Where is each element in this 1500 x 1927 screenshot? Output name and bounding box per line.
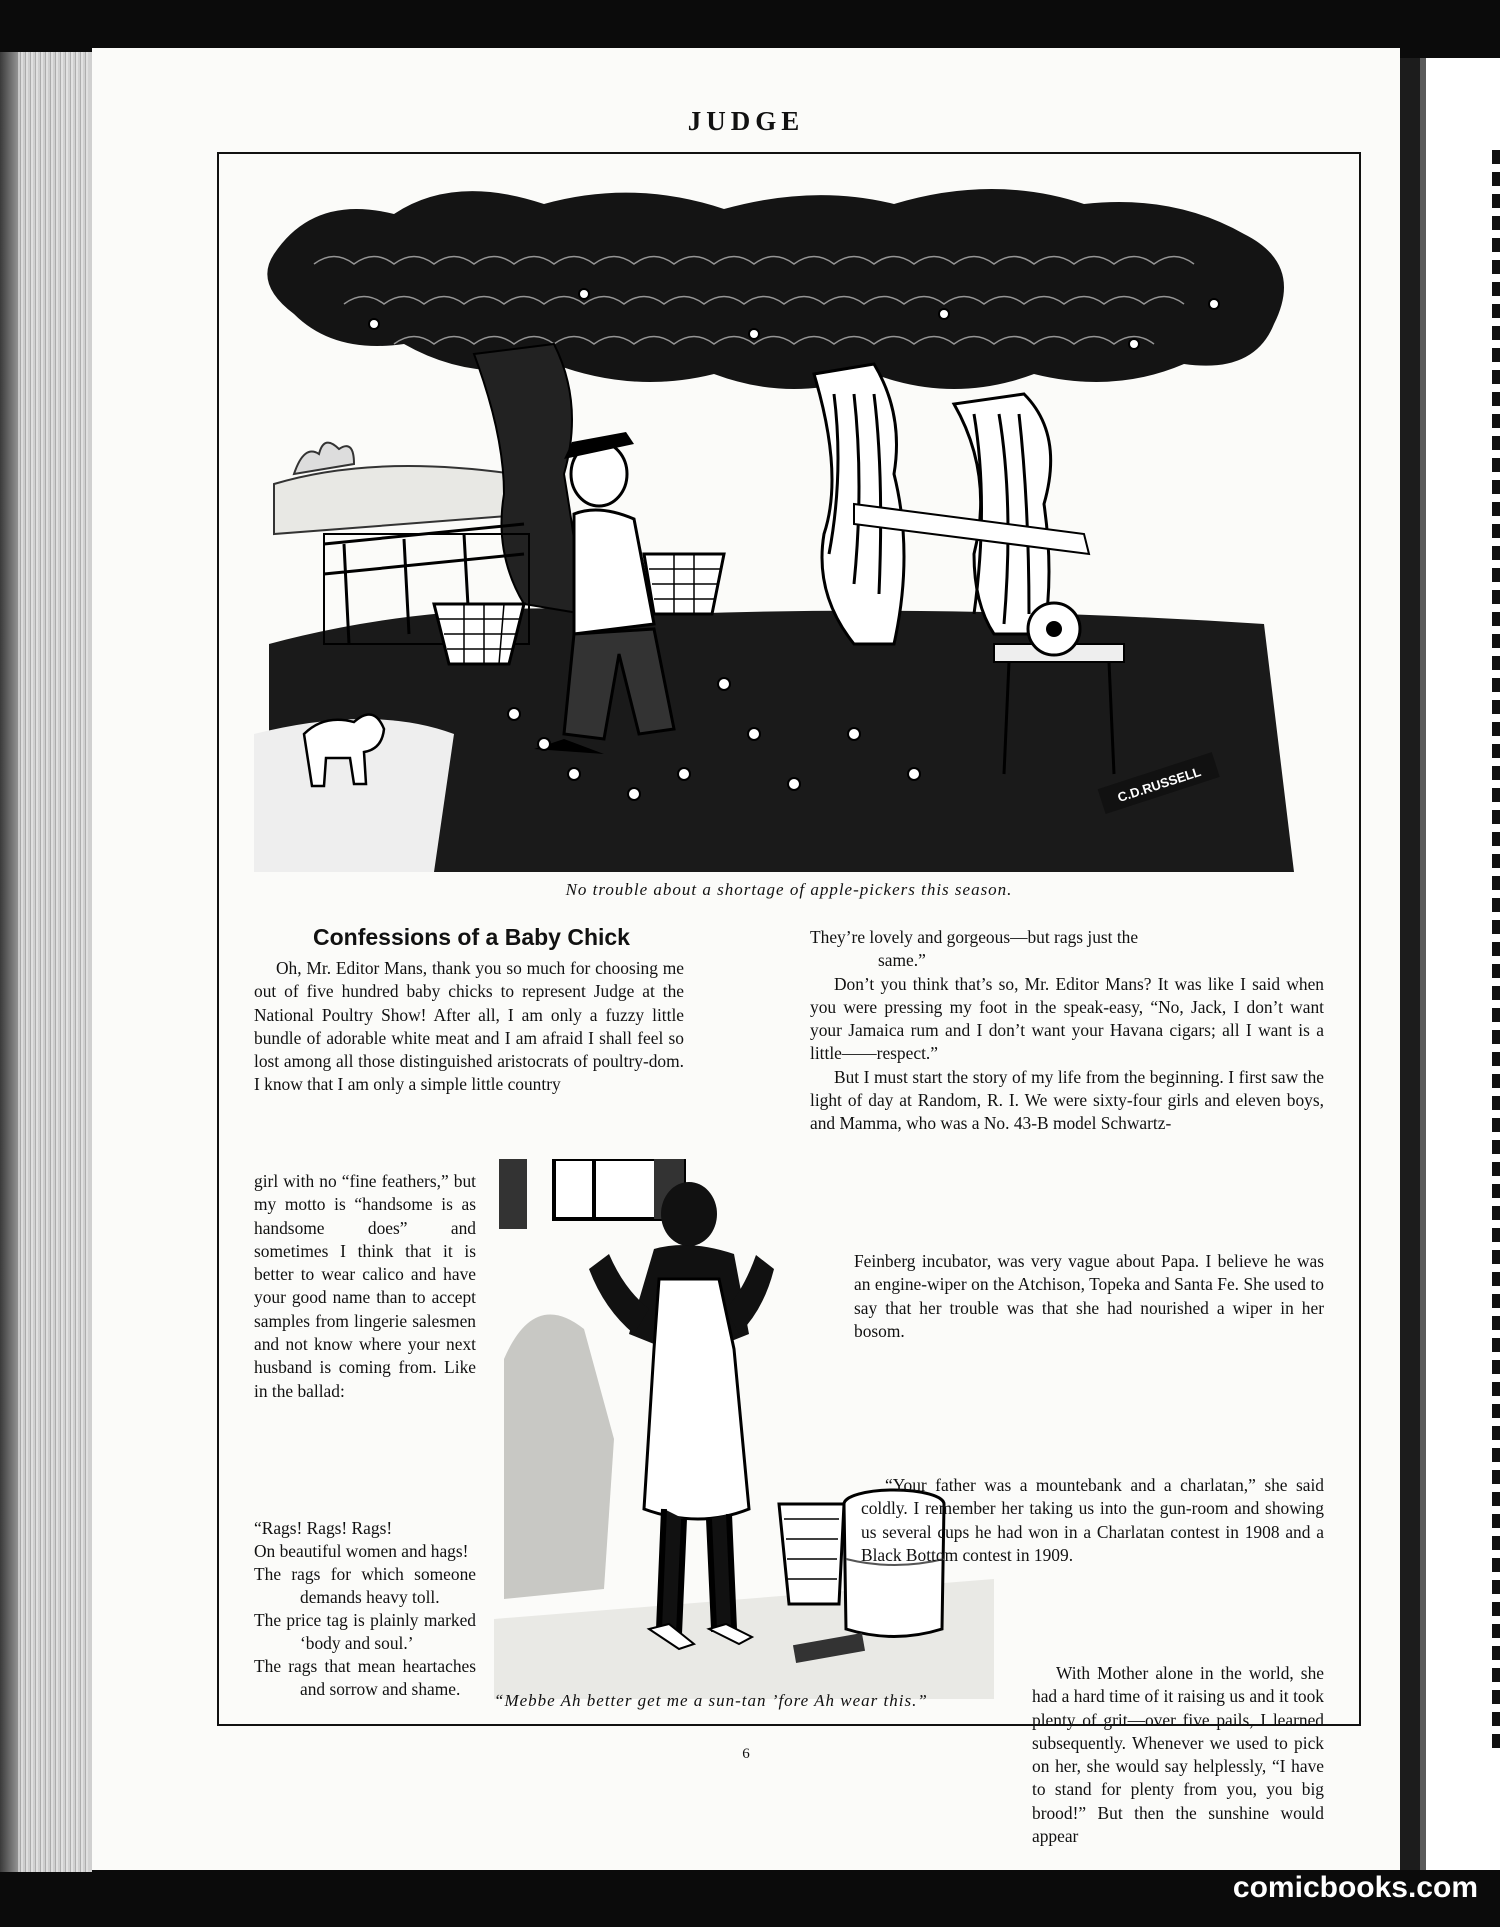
- page-edges-left: [18, 52, 88, 1872]
- paragraph: Don’t you think that’s so, Mr. Editor Mans? It was like I said when you were pressing my foot in the speak-easy, “No, Jack, I don’t want your Jamaica rum and I don’t want your Havana cigars; all I want is a little——respect.”: [810, 973, 1324, 1064]
- ballad-verse: [254, 1517, 476, 1701]
- apple-picker-cartoon: [254, 174, 1314, 872]
- page-edges-right: [1492, 148, 1500, 1748]
- paragraph: same.”: [878, 950, 926, 971]
- article-title: Confessions of a Baby Chick: [313, 924, 630, 950]
- paragraph: They’re lovely and gorgeous—but rags just the: [810, 927, 1139, 947]
- article-right-column-d: With Mother alone in the world, she had a hard time of it raising us and it took plenty of grit—over five pails, I learned subsequently. Whenever we used to pick on her, she would say helplessly, “I have to stand for plenty from you, you big brood!” But then the sunshine would appear: [1032, 1663, 1324, 1847]
- masthead: JUDGE: [687, 106, 805, 136]
- content-frame: [217, 152, 1361, 1847]
- magazine-page: [92, 48, 1400, 1870]
- inset-cartoon-caption: “Mebbe Ah better get me a sun-tan ’fore Ah wear this.”: [494, 1691, 928, 1710]
- paragraph: Feinberg incubator, was very vague about Papa. I believe he was an engine-wiper on the Atchison, Topeka and Santa Fe. She used to say that her trouble was that she had nourished a wiper in her bosom.: [854, 1251, 1324, 1341]
- article-intro: [254, 957, 684, 1097]
- article-right-column-b: [810, 1250, 1324, 1343]
- ballad-line: The rags for which someone demands heavy toll.: [254, 1564, 476, 1607]
- article-right-column-c: “Your father was a mountebank and a charlatan,” she said coldly. I remember her taking us into the gun-room and showing us several cups he had won in a Charlatan contest in 1908 and a Black Bottom contest in 1909.: [861, 1475, 1324, 1565]
- page-number: 6: [742, 1746, 750, 1762]
- site-watermark: comicbooks.com: [1232, 1871, 1478, 1904]
- book-edge-right: [1400, 58, 1500, 1870]
- top-cartoon-caption: No trouble about a shortage of apple-pickers this season.: [565, 880, 1013, 899]
- woman-dress-cartoon: [494, 1159, 994, 1699]
- ballad-line: On beautiful women and hags!: [254, 1541, 469, 1561]
- ballad-line: The price tag is plainly marked ‘body and soul.’: [254, 1610, 476, 1653]
- ballad-line: “Rags! Rags! Rags!: [254, 1518, 393, 1538]
- intro-text: Oh, Mr. Editor Mans, thank you so much for choosing me out of five hundred baby chicks to represent Judge at the National Poultry Show! After all, I am only a fuzzy little bundle of adorable white meat and I am afraid I shall feel so lost among all those distinguished aristocrats of poultry-dom. I know that I am only a simple little country: [254, 958, 684, 1095]
- ballad-line: The rags that mean heartaches and sorrow and shame.: [254, 1656, 476, 1699]
- article-right-column-a: [810, 926, 1324, 1136]
- book-spine-left: [0, 52, 92, 1872]
- paragraph: But I must start the story of my life from the beginning. I first saw the light of day at Random, R. I. We were sixty-four girls and eleven boys, and Mamma, who was a No. 43-B model Schwartz-: [810, 1066, 1324, 1134]
- artist-signature: C.D.RUSSELL: [1115, 763, 1203, 805]
- article-narrow-column: girl with no “fine feathers,” but my motto is “handsome is as handsome does” and sometimes I think that it is better to wear calico and have your good name than to accept samples from lingerie salesmen and not know where your next husband is coming from. Like in the ballad:: [254, 1171, 476, 1401]
